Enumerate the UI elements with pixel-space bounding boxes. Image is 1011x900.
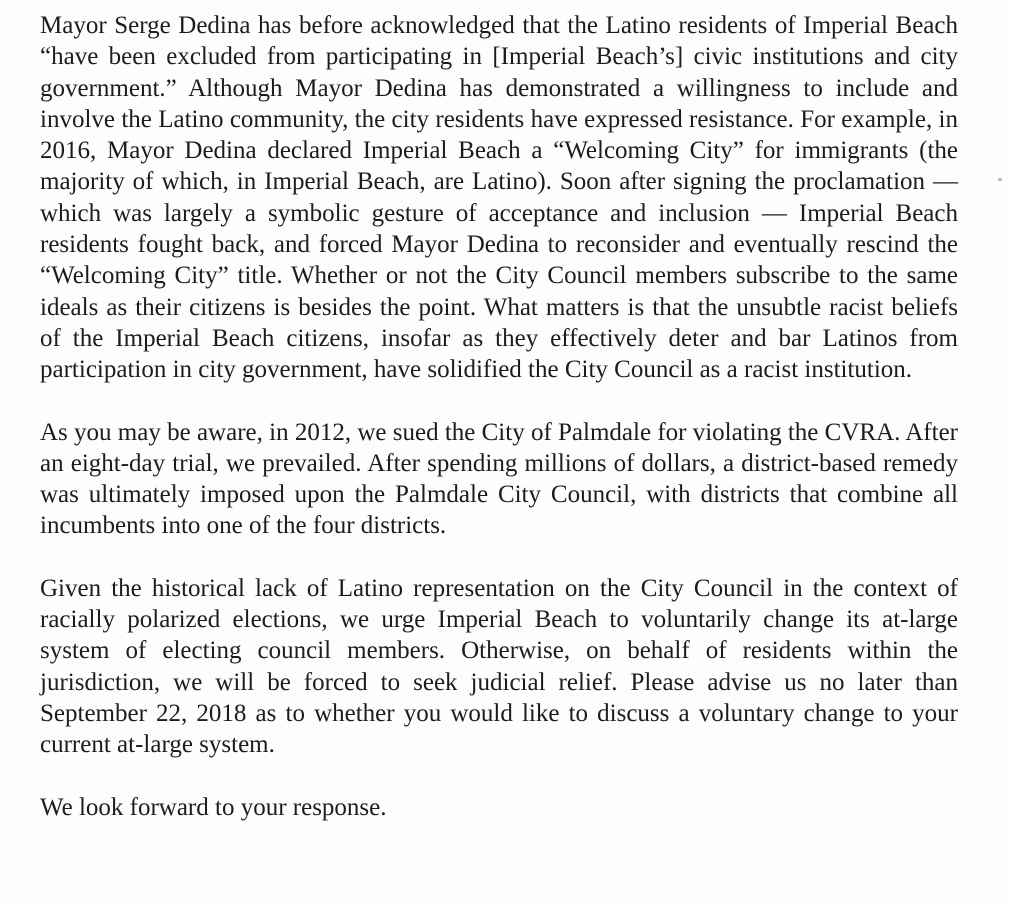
paragraph-welcoming-city: Mayor Serge Dedina has before acknowledged that the Latino residents of Imperial Beach “have been excluded from participating in [Imperial Beach’s] civic institutions and city government.” Although Mayor Dedina has demonstrated a willingness to include and involve the Latino community, the city residents have expressed resistance. For example, in 2016, Mayor Dedina declared Imperial Beach a “Welcoming City” for immigrants (the majority of which, in Imperial Beach, are Latino). Soon after signing the proclamation — which was largely a symbolic gesture of acceptance and inclusion — Imperial Beach residents fought back, and forced Mayor Dedina to reconsider and eventually rescind the “Welcoming City” title. Whether or not the City Council members subscribe to the same ideals as their citizens is besides the point. What matters is that the unsubtle racist beliefs of the Imperial Beach citizens, insofar as they effectively deter and bar Latinos from participation in city government, have solidified the City Council as a racist institution. [40,12,958,384]
letter-body [40,10,958,823]
paragraph-closing: We look forward to your response. [40,793,387,821]
paragraph-palmdale-lawsuit: As you may be aware, in 2012, we sued the City of Palmdale for violating the CVRA. After an eight-day trial, we prevailed. After spending millions of dollars, a district-based remedy was ultimately imposed upon the Palmdale City Council, with districts that combine all incumbents into one of the four districts. [40,418,958,540]
paragraph-request-for-change: Given the historical lack of Latino representation on the City Council in the context of racially polarized elections, we urge Imperial Beach to voluntarily change its at-large system of electing council members. Otherwise, on behalf of residents within the jurisdiction, we will be forced to seek judicial relief. Please advise us no later than September 22, 2018 as to whether you would like to discuss a voluntary change to your current at-large system. [40,574,958,759]
scan-speck [998,178,1002,181]
